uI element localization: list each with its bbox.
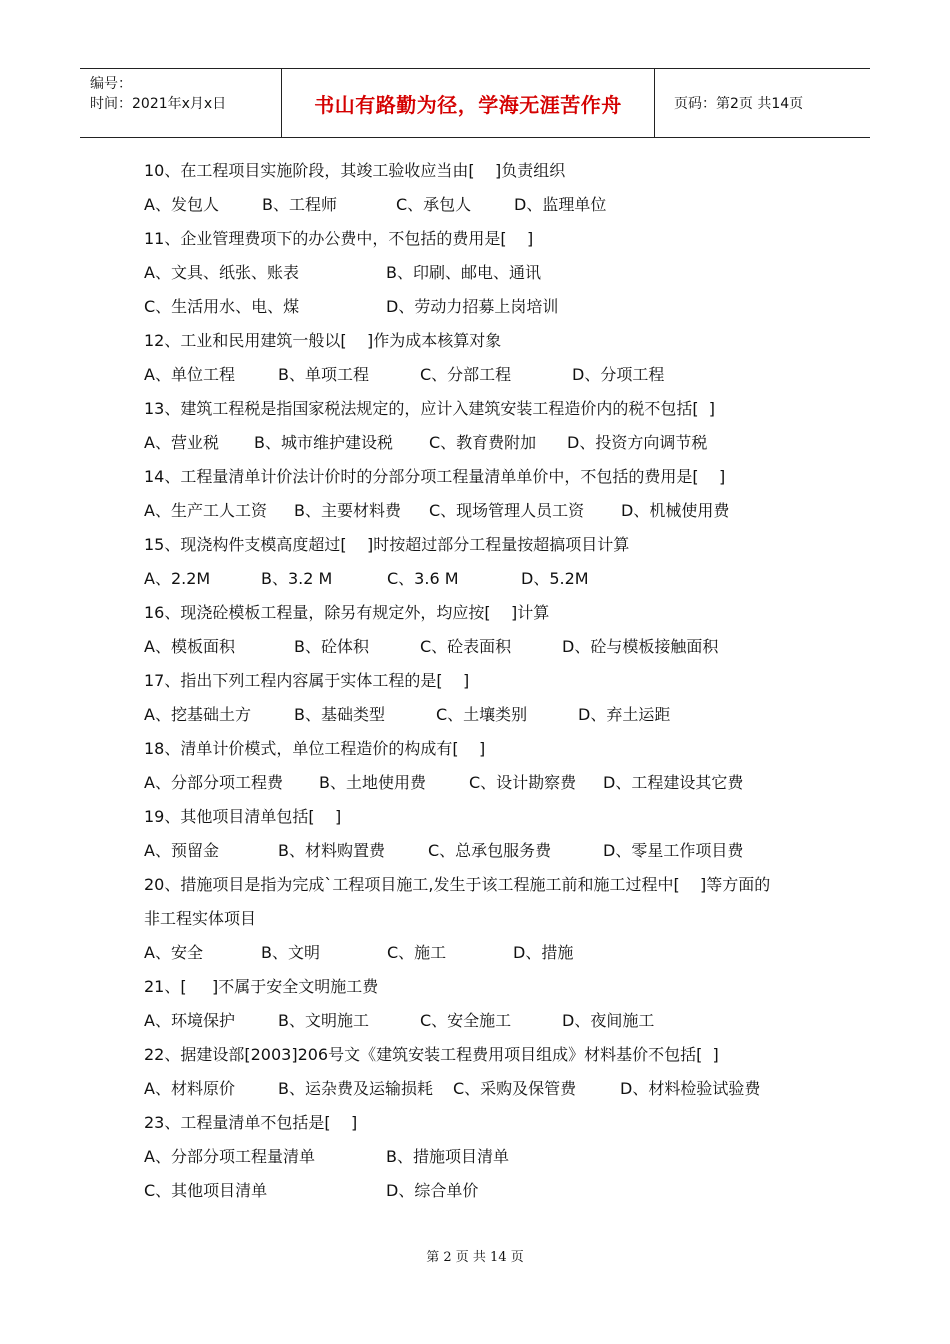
answer-option: D、分项工程 xyxy=(572,365,665,384)
answer-option: D、零星工作项目费 xyxy=(603,841,744,860)
number-label: 编号： xyxy=(90,76,132,92)
answer-option: D、5.2M xyxy=(521,569,589,588)
answer-option: C、采购及保管费 xyxy=(453,1079,577,1098)
question-text: 15、现浇构件支模高度超过[ ]时按超过部分工程量按超搞项目计算 xyxy=(144,535,630,554)
page-info-text: 页码：第2页 共14页 xyxy=(674,96,804,112)
answer-option: C、生活用水、电、煤 xyxy=(144,297,300,316)
option-row xyxy=(144,290,834,324)
answer-option: B、主要材料费 xyxy=(294,501,401,520)
time-label: 时间：2021年x月x日 xyxy=(90,96,227,112)
answer-option: C、总承包服务费 xyxy=(428,841,552,860)
option-row xyxy=(144,358,834,392)
answer-option: C、施工 xyxy=(387,943,447,962)
question-text: 16、现浇砼模板工程量，除另有规定外，均应按[ ]计算 xyxy=(144,603,550,622)
option-row xyxy=(144,936,834,970)
answer-option: B、材料购置费 xyxy=(278,841,385,860)
answer-option: A、环境保护 xyxy=(144,1011,235,1030)
page-footer: 第 2 页 共 14 页 xyxy=(426,1250,524,1265)
option-row xyxy=(144,426,834,460)
answer-option: C、承包人 xyxy=(396,195,472,214)
option-row xyxy=(144,256,834,290)
option-row xyxy=(144,1072,834,1106)
option-row xyxy=(144,188,834,222)
question-text: 22、据建设部[2003]206号文《建筑安装工程费用项目组成》材料基价不包括[ ] xyxy=(144,1045,719,1064)
question-text-continued: 非工程实体项目 xyxy=(144,909,257,928)
answer-option: D、监理单位 xyxy=(514,195,607,214)
question-list xyxy=(144,154,834,1208)
answer-option: D、弃土运距 xyxy=(578,705,671,724)
answer-option: D、工程建设其它费 xyxy=(603,773,744,792)
answer-option: B、城市维护建设税 xyxy=(254,433,393,452)
header-divider xyxy=(654,69,655,137)
option-row xyxy=(144,494,834,528)
answer-option: B、文明 xyxy=(261,943,320,962)
answer-option: B、3.2 M xyxy=(261,569,333,588)
option-row xyxy=(144,1174,834,1208)
question-text: 10、在工程项目实施阶段，其竣工验收应当由[ ]负责组织 xyxy=(144,161,566,180)
answer-option: D、砼与模板接触面积 xyxy=(562,637,719,656)
answer-option: A、2.2M xyxy=(144,569,211,588)
answer-option: C、教育费附加 xyxy=(429,433,537,452)
page-header xyxy=(80,68,870,138)
option-row xyxy=(144,630,834,664)
answer-option: A、材料原价 xyxy=(144,1079,235,1098)
answer-option: D、投资方向调节税 xyxy=(567,433,708,452)
answer-option: A、分部分项工程费 xyxy=(144,773,283,792)
question-text: 20、措施项目是指为完成`工程项目施工,发生于该工程施工前和施工过程中[ ]等方面的 xyxy=(144,875,771,894)
answer-option: C、安全施工 xyxy=(420,1011,512,1030)
question-text: 18、清单计价模式，单位工程造价的构成有[ ] xyxy=(144,739,486,758)
answer-option: C、现场管理人员工资 xyxy=(429,501,585,520)
answer-option: A、生产工人工资 xyxy=(144,501,267,520)
question-text: 17、指出下列工程内容属于实体工程的是[ ] xyxy=(144,671,470,690)
question-text: 23、工程量清单不包括是[ ] xyxy=(144,1113,358,1132)
answer-option: D、劳动力招募上岗培训 xyxy=(386,297,559,316)
answer-option: C、砼表面积 xyxy=(420,637,512,656)
answer-option: D、机械使用费 xyxy=(621,501,730,520)
answer-option: B、印刷、邮电、通讯 xyxy=(386,263,541,282)
question-text: 13、建筑工程税是指国家税法规定的，应计入建筑安装工程造价内的税不包括[ ] xyxy=(144,399,716,418)
question-text: 12、工业和民用建筑一般以[ ]作为成本核算对象 xyxy=(144,331,502,350)
answer-option: B、单项工程 xyxy=(278,365,369,384)
answer-option: C、分部工程 xyxy=(420,365,512,384)
answer-option: C、土壤类别 xyxy=(436,705,528,724)
header-page-info xyxy=(664,69,870,137)
answer-option: B、运杂费及运输损耗 xyxy=(278,1079,433,1098)
answer-option: B、工程师 xyxy=(262,195,337,214)
question-text: 14、工程量清单计价法计价时的分部分项工程量清单单价中，不包括的费用是[ ] xyxy=(144,467,726,486)
answer-option: C、3.6 M xyxy=(387,569,459,588)
answer-option: D、材料检验试验费 xyxy=(620,1079,761,1098)
header-motto: 书山有路勤为径，学海无涯苦作舟 xyxy=(314,92,622,117)
question-text: 21、[ ]不属于安全文明施工费 xyxy=(144,977,379,996)
option-row xyxy=(144,834,834,868)
answer-option: A、预留金 xyxy=(144,841,219,860)
option-row xyxy=(144,1140,834,1174)
answer-option: A、发包人 xyxy=(144,195,219,214)
answer-option: B、砼体积 xyxy=(294,637,369,656)
answer-option: B、措施项目清单 xyxy=(386,1147,509,1166)
answer-option: A、模板面积 xyxy=(144,637,235,656)
option-row xyxy=(144,1004,834,1038)
question-text: 19、其他项目清单包括[ ] xyxy=(144,807,342,826)
option-row xyxy=(144,698,834,732)
answer-option: B、土地使用费 xyxy=(319,773,426,792)
answer-option: A、文具、纸张、账表 xyxy=(144,263,299,282)
answer-option: A、单位工程 xyxy=(144,365,235,384)
answer-option: C、设计勘察费 xyxy=(469,773,577,792)
answer-option: A、安全 xyxy=(144,943,203,962)
answer-option: D、措施 xyxy=(513,943,574,962)
answer-option: A、分部分项工程量清单 xyxy=(144,1147,315,1166)
option-row xyxy=(144,562,834,596)
option-row xyxy=(144,766,834,800)
answer-option: C、其他项目清单 xyxy=(144,1181,268,1200)
answer-option: A、营业税 xyxy=(144,433,219,452)
answer-option: B、基础类型 xyxy=(294,705,385,724)
question-text: 11、企业管理费项下的办公费中，不包括的费用是[ ] xyxy=(144,229,534,248)
answer-option: A、挖基础土方 xyxy=(144,705,251,724)
answer-option: B、文明施工 xyxy=(278,1011,369,1030)
header-meta xyxy=(80,69,280,137)
answer-option: D、综合单价 xyxy=(386,1181,479,1200)
answer-option: D、夜间施工 xyxy=(562,1011,655,1030)
